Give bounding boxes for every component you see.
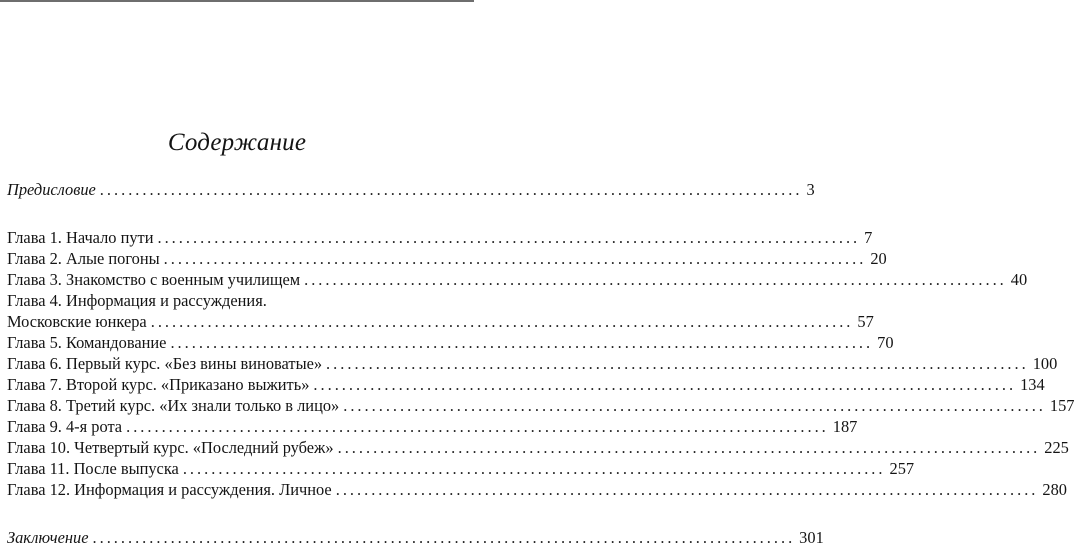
leader-dots: ................................................................................................... [92,528,796,547]
toc-entry-chapter-3 [7,269,1028,290]
leader-dots: ................................................................................................... [343,396,1046,415]
toc-entry-page: 100 [1032,354,1058,373]
toc-entry-label: Глава 9. 4-я рота [7,417,123,436]
leader-dots: ................................................................................................... [163,249,867,268]
leader-dots: ................................................................................................... [335,480,1039,499]
toc-entry-chapter-10 [7,437,1069,458]
toc-entry-chapter-1 [7,227,873,248]
toc-entry-chapter-12 [7,479,1067,500]
toc-entry-label: Предисловие [7,180,96,199]
toc-entry-label: Глава 3. Знакомство с военным училищем [7,270,301,289]
toc-entry-page: 225 [1044,438,1069,457]
toc-entry-label: Глава 5. Командование [7,333,167,352]
toc-entry-chapter-2 [7,248,887,269]
toc-entry-page: 3 [806,180,815,199]
toc-entry-label: Глава 2. Алые погоны [7,249,160,268]
toc-entry-chapter-4-cont [7,311,874,332]
toc-entry-chapter-5 [7,332,894,353]
toc-entry-page: 280 [1042,480,1067,499]
leader-dots: ................................................................................................... [99,180,803,199]
toc-entry-label: Глава 6. Первый курс. «Без вины виноватые» [7,354,323,373]
toc-entry-label: Глава 10. Четвертый курс. «Последний рубеж» [7,438,334,457]
toc-entry-preface [7,179,815,200]
toc-entry-chapter-4 [7,290,465,311]
leader-dots: ................................................................................................... [150,312,854,331]
toc-entry-chapter-8 [7,395,1075,416]
toc-entry-label: Глава 4. Информация и рассуждения. [7,291,267,310]
toc-entry-page: 301 [799,528,824,547]
leader-dots: ................................................................................................... [326,354,1029,373]
toc-entry-conclusion [7,527,824,548]
toc-entry-page: 157 [1049,396,1075,415]
toc-entry-label: Заключение [7,528,89,547]
toc-entry-label: Глава 7. Второй курс. «Приказано выжить» [7,375,310,394]
leader-dots: ................................................................................................... [304,270,1007,289]
toc-entry-page: 7 [864,228,873,247]
leader-dots: ................................................................................................... [126,417,829,436]
top-rule [0,0,474,2]
toc-entry-chapter-6 [7,353,1058,374]
toc-entry-chapter-7 [7,374,1045,395]
toc-entry-page: 187 [832,417,858,436]
toc-entry-label: Глава 11. После выпуска [7,459,179,478]
leader-dots: ................................................................................................... [182,459,886,478]
leader-dots: ................................................................................................... [337,438,1041,457]
page-title: Содержание [167,129,307,156]
toc-entry-label: Глава 8. Третий курс. «Их знали только в лицо» [7,396,340,415]
toc-entry-label: Глава 1. Начало пути [7,228,154,247]
toc-entry-page: 70 [877,333,894,352]
toc-entry-page: 57 [857,312,874,331]
toc-entry-label: Глава 12. Информация и рассуждения. Личное [7,480,332,499]
leader-dots: ................................................................................................... [313,375,1017,394]
leader-dots: ................................................................................................... [170,333,874,352]
leader-dots: ................................................................................................... [157,228,861,247]
toc-entry-chapter-11 [7,458,915,479]
toc-entry-page: 134 [1020,375,1045,394]
toc-entry-page: 20 [870,249,887,268]
toc-entry-chapter-9 [7,416,858,437]
toc-entry-page: 40 [1010,270,1028,289]
toc-entry-label: Московские юнкера [7,312,147,331]
toc-entry-page: 257 [889,459,915,478]
